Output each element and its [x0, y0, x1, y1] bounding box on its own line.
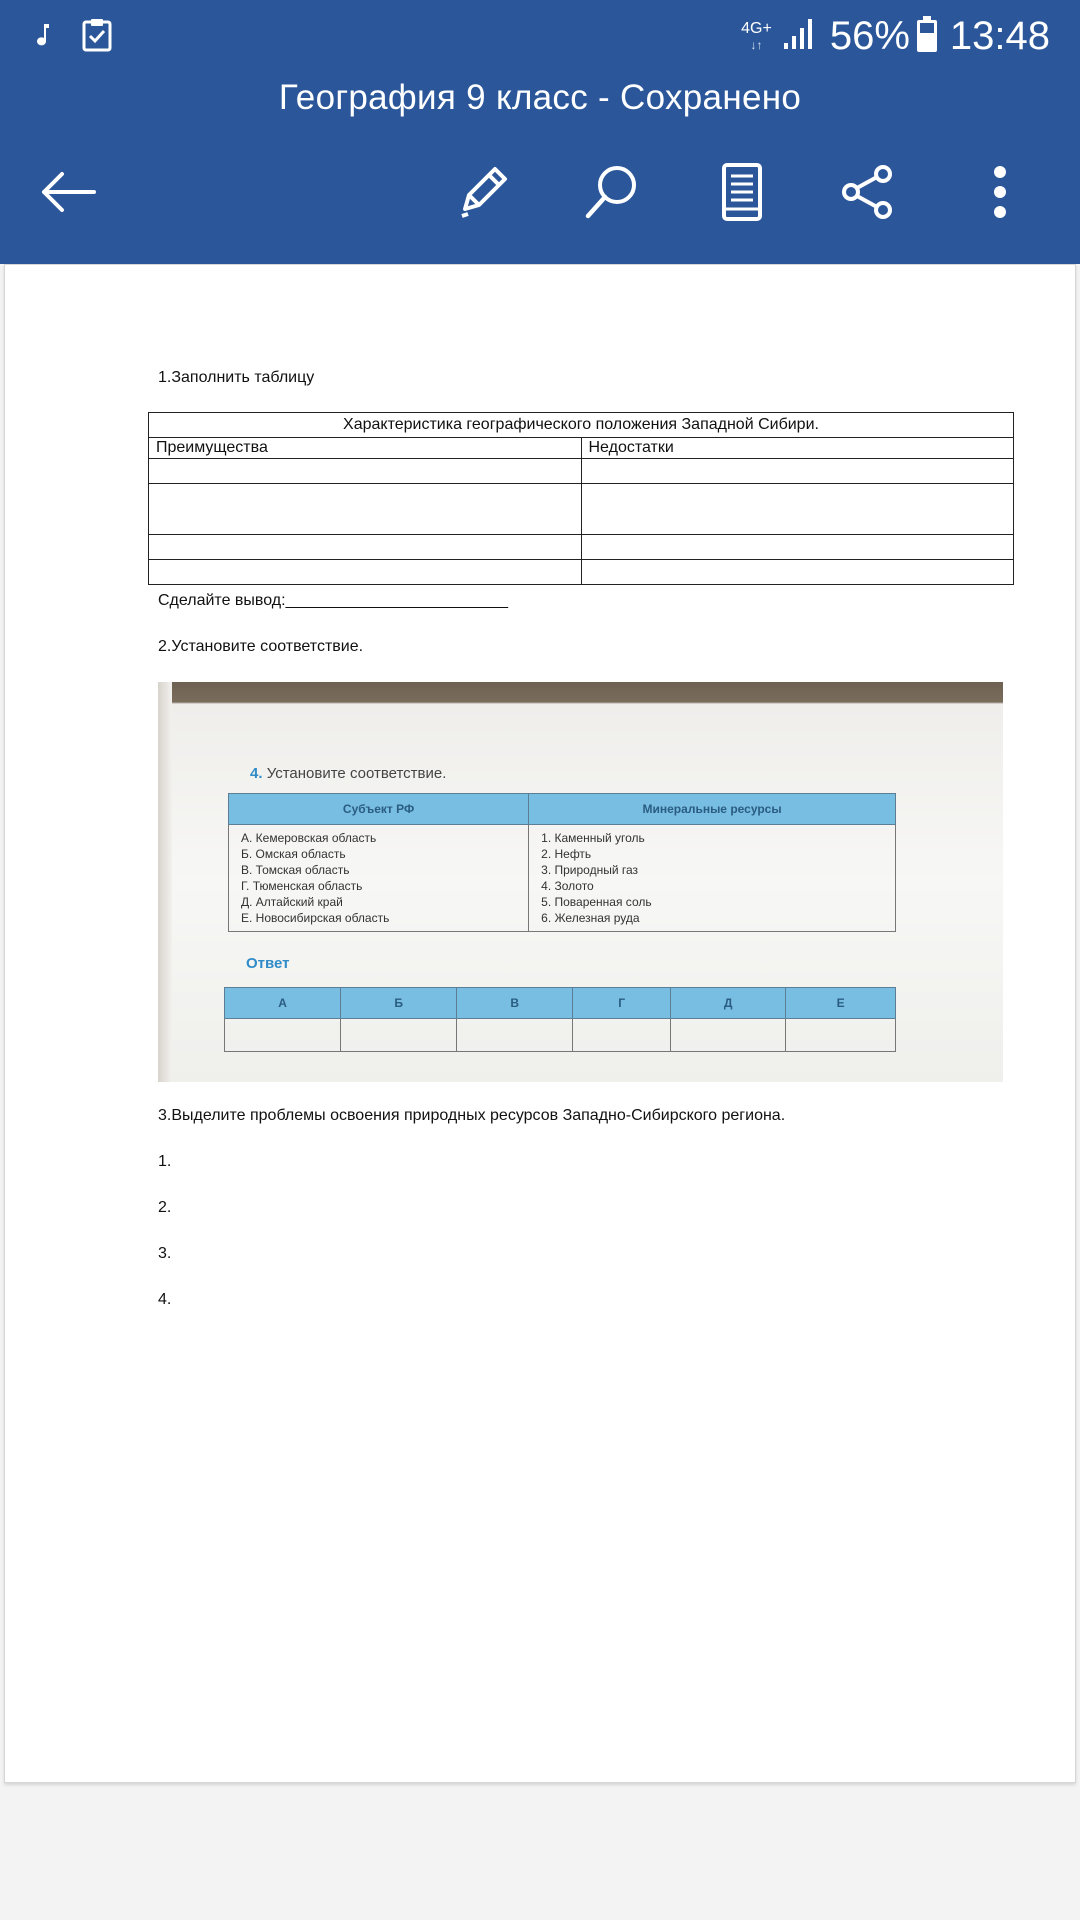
answer-row — [225, 1019, 896, 1052]
list-item: Е. Новосибирская область — [241, 911, 390, 925]
list-item: А. Кемеровская область — [241, 831, 377, 845]
table-row[interactable] — [149, 535, 1014, 560]
reading-view-icon — [720, 163, 764, 226]
answer-letter: В — [457, 988, 573, 1019]
list-number: 2. — [158, 1199, 172, 1216]
answer-table — [224, 987, 896, 1052]
table-row[interactable] — [149, 484, 1014, 535]
list-number: 1. — [158, 1153, 172, 1170]
answer-letter: А — [225, 988, 341, 1019]
list-item: 4. Золото — [541, 879, 594, 893]
list-item: 5. Поваренная соль — [541, 895, 652, 909]
characteristics-table[interactable] — [148, 412, 1014, 585]
resources-cell — [529, 825, 896, 932]
answer-letter: Д — [671, 988, 786, 1019]
advantages-header: Преимущества — [149, 438, 582, 459]
list-item: В. Томская область — [241, 863, 350, 877]
search-icon — [583, 163, 641, 226]
list-item: Д. Алтайский край — [241, 895, 343, 909]
disadvantages-header: Недостатки — [581, 438, 1014, 459]
document-page[interactable] — [4, 264, 1076, 1783]
status-indicators — [741, 14, 1050, 59]
subject-header: Субъект РФ — [229, 794, 529, 825]
reading-view-button[interactable] — [712, 164, 772, 224]
textbook-photo — [158, 682, 1003, 1082]
table-title: Характеристика географического положения Западной Сибири. — [149, 413, 1014, 438]
share-button[interactable] — [838, 164, 898, 224]
list-item: Б. Омская область — [241, 847, 346, 861]
battery-percent: 56% — [829, 14, 910, 58]
clock: 13:48 — [949, 14, 1050, 58]
battery-icon — [916, 15, 938, 58]
signal-icon — [782, 17, 816, 56]
list-number: 4. — [158, 1291, 172, 1308]
photo-task-title: 4. Установите соответствие. — [250, 765, 447, 782]
task1-heading: 1.Заполнить таблицу — [158, 369, 315, 386]
more-options-icon — [990, 164, 1010, 225]
back-button[interactable] — [38, 164, 98, 224]
search-button[interactable] — [582, 164, 642, 224]
pencil-icon — [453, 163, 511, 226]
answer-letter: Б — [341, 988, 457, 1019]
resources-header: Минеральные ресурсы — [529, 794, 896, 825]
photo-match-table — [228, 793, 896, 932]
back-arrow-icon — [38, 170, 98, 219]
answer-letter: Е — [786, 988, 896, 1019]
list-item: Г. Тюменская область — [241, 879, 363, 893]
list-item: 2. Нефть — [541, 847, 592, 861]
list-item: 1. Каменный уголь — [541, 831, 645, 845]
table-row[interactable] — [149, 560, 1014, 585]
answer-label: Ответ — [246, 955, 290, 972]
network-type: 4G+ ↓↑ — [741, 19, 772, 52]
more-options-button[interactable] — [970, 164, 1030, 224]
notification-icons — [34, 18, 112, 57]
answer-letter: Г — [573, 988, 671, 1019]
document-title[interactable]: География 9 класс - Сохранено — [278, 78, 802, 117]
subjects-cell — [229, 825, 529, 932]
task2-heading: 2.Установите соответствие. — [158, 638, 364, 655]
list-number: 3. — [158, 1245, 172, 1262]
page-edge — [158, 682, 172, 1082]
task3-heading: 3.Выделите проблемы освоения природных ресурсов Западно-Сибирского региона. — [158, 1107, 786, 1124]
app-bar — [0, 0, 1080, 264]
status-bar — [0, 0, 1080, 76]
list-item: 6. Железная руда — [541, 911, 640, 925]
share-icon — [839, 163, 897, 226]
list-item: 3. Природный газ — [541, 863, 639, 877]
conclusion-line: Сделайте вывод:_________________________ — [158, 592, 509, 609]
clipboard-check-icon — [82, 18, 112, 57]
music-note-icon — [34, 22, 54, 53]
edit-button[interactable] — [452, 164, 512, 224]
table-row[interactable] — [149, 459, 1014, 484]
